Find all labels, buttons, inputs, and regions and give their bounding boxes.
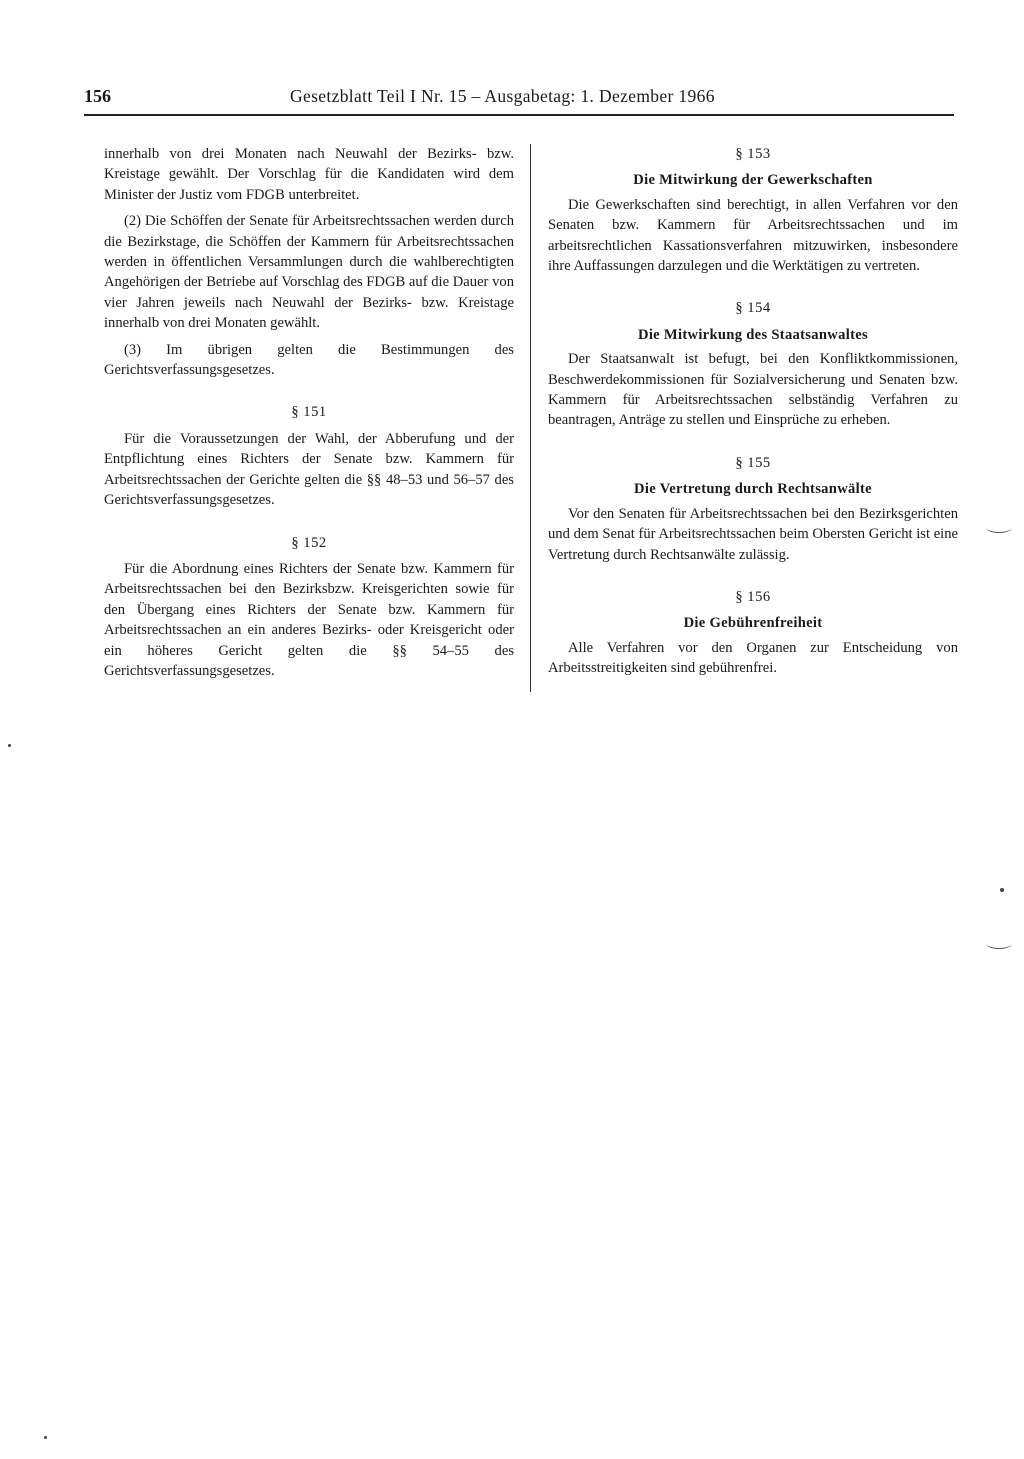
scan-speck xyxy=(8,744,11,747)
column-divider xyxy=(530,144,531,692)
section-156-number: § 156 xyxy=(735,588,771,605)
section-154-title: Die Mitwirkung des Staatsanwaltes xyxy=(637,326,869,343)
left-column xyxy=(104,144,514,687)
section-151-text: Für die Voraussetzungen der Wahl, der Abberufung und der Entpflichtung eines Richters der Senate bzw. Kammern für Arbeitsrechtssachen der Gerichte gelten die §§ 48–53 und 56–57 des Gerichtsverfassungsgesetzes. xyxy=(104,430,514,509)
header-title: Gesetzblatt Teil I Nr. 15 – Ausgabetag: 1. Dezember 1966 xyxy=(290,86,715,106)
section-154-text: Der Staatsanwalt ist befugt, bei den Konfliktkommissionen, Beschwerdekommissionen für Sozialversicherung und Senaten bzw. Kammern für Arbeitsrechtssachen selbständig Verfahren zu beantragen, Anträge zu stellen und Einsprüche zu erheben. xyxy=(548,351,958,429)
paragraph-3: (3) Im übrigen gelten die Bestimmungen des Gerichtsverfassungsgesetzes. xyxy=(104,341,514,379)
section-156-title: Die Gebührenfreiheit xyxy=(683,615,823,632)
scan-speck xyxy=(1000,888,1004,892)
section-152-text: Für die Abordnung eines Richters der Senate bzw. Kammern für Arbeitsrechtssachen bei den Bezirksbzw. Kreisgerichten sowie für den Übergang eines Richters der Senate bzw. Kammern für Arbeitsrechtssachen an ein anderes Bezirks- oder Kreisgericht oder ein höheres Gericht gelten die §§ 54–55 des Gerichtsverfassungsgesetzes. xyxy=(104,560,514,679)
section-153-title: Die Mitwirkung der Gewerkschaften xyxy=(633,172,873,189)
scan-mark xyxy=(986,522,1012,533)
right-column xyxy=(548,144,958,685)
paragraph-continuation: innerhalb von drei Monaten nach Neuwahl der Bezirks- bzw. Kreistage gewählt. Der Vorschlag für die Kandidaten wird dem Minister der Justiz vom FDGB unterbreitet. xyxy=(104,146,514,203)
section-155-number: § 155 xyxy=(735,454,771,471)
paragraph-2: (2) Die Schöffen der Senate für Arbeitsrechtssachen werden durch die Bezirkstage, die Schöffen der Kammern für Arbeitsrechtssachen werden in öffentlichen Versammlungen durch die wahlberechtigten Angehörigen der Betriebe auf Vorschlag des FDGB auf die Dauer von vier Jahren jeweils nach Neuwahl der Bezirks- bzw. Kreistage innerhalb von drei Monaten gewählt. xyxy=(104,213,514,332)
section-151-number: § 151 xyxy=(291,404,327,421)
section-153-text: Die Gewerkschaften sind berechtigt, in allen Verfahren vor den Senaten bzw. Kammern für Arbeitsrechtssachen und im arbeitsrechtlichen Kassationsverfahren mitzuwirken, insbesondere ihre Auffassungen darzulegen und die Werktätigen zu vertreten. xyxy=(548,196,958,275)
section-154-number: § 154 xyxy=(735,300,771,317)
section-155-text: Vor den Senaten für Arbeitsrechtssachen bei den Bezirksgerichten und dem Senat für Arbeitsrechtssachen beim Obersten Gericht ist eine Vertretung durch Rechtsanwälte zulässig. xyxy=(548,505,958,563)
section-156-text: Alle Verfahren vor den Organen zur Entscheidung von Arbeitsstreitigkeiten sind gebührenfrei. xyxy=(548,639,958,677)
section-155-title: Die Vertretung durch Rechtsanwälte xyxy=(634,481,872,498)
scan-speck xyxy=(44,1436,47,1439)
scan-mark xyxy=(986,938,1012,949)
section-152-number: § 152 xyxy=(291,534,327,551)
page-header xyxy=(84,84,954,116)
page-number: 156 xyxy=(84,86,111,106)
section-153-number: § 153 xyxy=(735,146,771,162)
